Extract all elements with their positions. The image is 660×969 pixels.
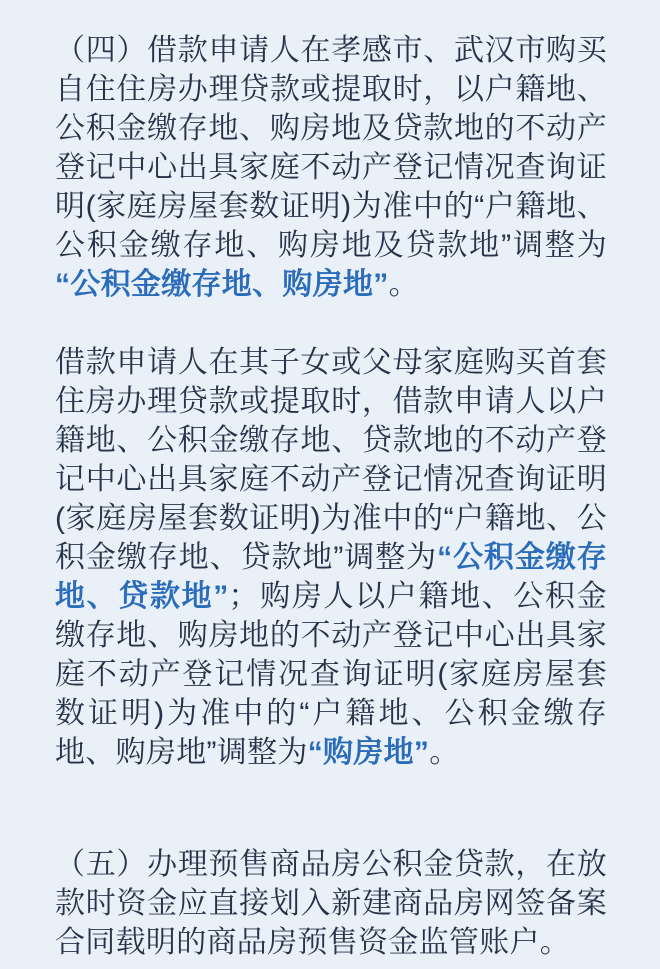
body-text-segment: ；购房人以户籍地、公积金缴存地、购房地的不动产登记中心出具家庭不动产登记情况查询证明(家庭房屋套数证明)为准中的“户籍地、公积金缴存地、购房地”调整为 [55,580,607,769]
highlighted-text-segment: “公积金缴存地、贷款地” [55,541,608,613]
paragraph-clause-5 [55,845,607,962]
body-text-segment: 。 [429,736,460,769]
paragraph-clause-4-continued [55,343,607,772]
body-text-segment: 。 [388,268,419,301]
body-text-segment: （五）办理预售商品房公积金贷款，在放款时资金应直接划入新建商品房网签备案合同载明的商品房预售资金监管账户。 [55,848,607,959]
highlighted-text-segment: “公积金缴存地、购房地” [55,268,389,301]
body-text-segment: （四）借款申请人在孝感市、武汉市购买自住住房办理贷款或提取时，以户籍地、公积金缴存地、购房地及贷款地的不动产登记中心出具家庭不动产登记情况查询证明(家庭房屋套数证明)为准中的“户籍地、公积金缴存地、购房地及贷款地”调整为 [55,34,607,262]
paragraph-clause-4 [55,31,607,304]
highlighted-text-segment: “购房地” [307,736,430,769]
body-text-segment: 借款申请人在其子女或父母家庭购买首套住房办理贷款或提取时，借款申请人以户籍地、公积金缴存地、贷款地的不动产登记中心出具家庭不动产登记情况查询证明(家庭房屋套数证明)为准中的“户籍地、公积金缴存地、贷款地”调整为 [55,346,607,574]
